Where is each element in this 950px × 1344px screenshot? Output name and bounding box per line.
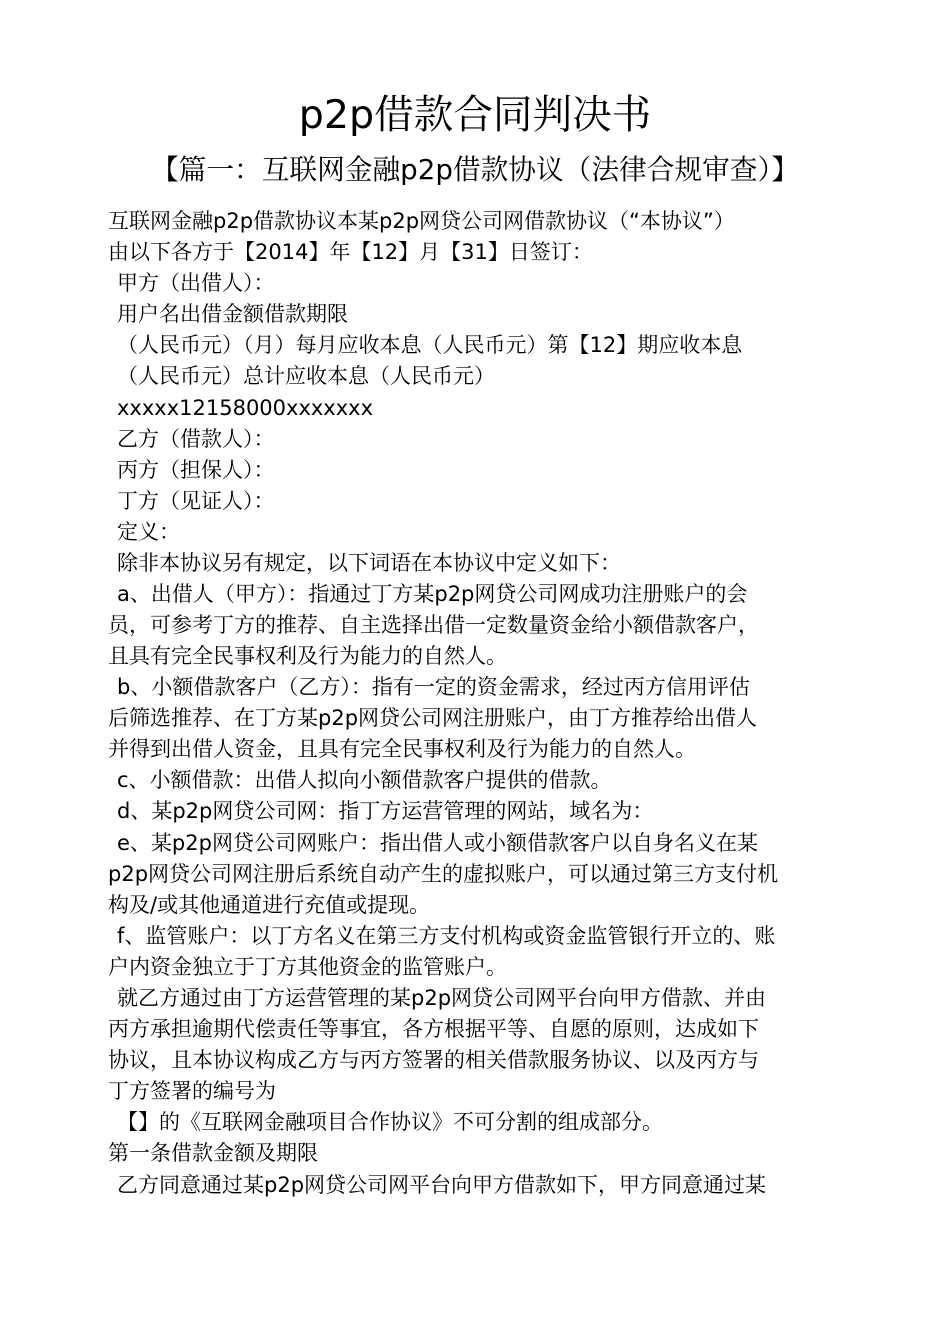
body-line: e、某p2p网贷公司网账户：指出借人或小额借款客户以自身名义在某 <box>117 831 758 855</box>
document-subtitle: 【篇一：互联网金融p2p借款协议（法律合规审查）】 <box>150 153 800 186</box>
body-line: 除非本协议另有规定，以下词语在本协议中定义如下： <box>117 551 621 575</box>
body-line: 【】的《互联网金融项目合作协议》不可分割的组成部分。 <box>117 1110 663 1134</box>
body-line: 就乙方通过由丁方运营管理的某p2p网贷公司网平台向甲方借款、并由 <box>117 986 767 1010</box>
section-heading: 第一条借款金额及期限 <box>108 1141 318 1165</box>
body-line: 并得到出借人资金，且具有完全民事权利及行为能力的自然人。 <box>108 737 696 761</box>
body-line: 乙方（借款人）： <box>117 427 275 451</box>
body-line: xxxxx12158000xxxxxxx <box>117 396 374 420</box>
body-line: 由以下各方于【2014】年【12】月【31】日签订： <box>108 240 593 264</box>
body-line: （人民币元）（月）每月应收本息（人民币元）第【12】期应收本息 <box>117 333 743 357</box>
body-line: p2p网贷公司网注册后系统自动产生的虚拟账户，可以通过第三方支付机 <box>108 862 779 886</box>
body-line: 协议，且本协议构成乙方与丙方签署的相关借款服务协议、以及丙方与 <box>108 1048 759 1072</box>
document-title: p2p借款合同判决书 <box>298 92 652 138</box>
body-line: 甲方（出借人）： <box>117 271 275 295</box>
body-line: 户内资金独立于丁方其他资金的监管账户。 <box>108 955 507 979</box>
body-line: d、某p2p网贷公司网：指丁方运营管理的网站，域名为： <box>117 799 654 823</box>
body-line: f、监管账户：以丁方名义在第三方支付机构或资金监管银行开立的、账 <box>117 924 776 948</box>
body-line: 用户名出借金额借款期限 <box>117 302 348 326</box>
body-line: 且具有完全民事权利及行为能力的自然人。 <box>108 644 507 668</box>
body-line: （人民币元）总计应收本息（人民币元） <box>117 364 495 388</box>
body-line: 乙方同意通过某p2p网贷公司网平台向甲方借款如下，甲方同意通过某 <box>117 1173 767 1197</box>
body-line: b、小额借款客户（乙方）：指有一定的资金需求，经过丙方信用评估 <box>117 675 750 699</box>
body-line: c、小额借款：出借人拟向小额借款客户提供的借款。 <box>117 768 612 792</box>
body-line: 丙方承担逾期代偿责任等事宜，各方根据平等、自愿的原则，达成如下 <box>108 1017 759 1041</box>
body-line: 员，可参考丁方的推荐、自主选择出借一定数量资金给小额借款客户， <box>108 613 759 637</box>
body-line: 构及/或其他通道进行充值或提现。 <box>108 893 431 917</box>
body-line: 丁方签署的编号为 <box>108 1079 276 1103</box>
body-line: 定义： <box>117 520 180 544</box>
body-line: 丙方（担保人）： <box>117 458 275 482</box>
body-line: 互联网金融p2p借款协议本某p2p网贷公司网借款协议（“本协议”） <box>108 209 735 233</box>
body-line: a、出借人（甲方）：指通过丁方某p2p网贷公司网成功注册账户的会 <box>117 582 748 606</box>
body-line: 后筛选推荐、在丁方某p2p网贷公司网注册账户，由丁方推荐给出借人 <box>108 706 758 730</box>
body-line: 丁方（见证人）： <box>117 489 275 513</box>
